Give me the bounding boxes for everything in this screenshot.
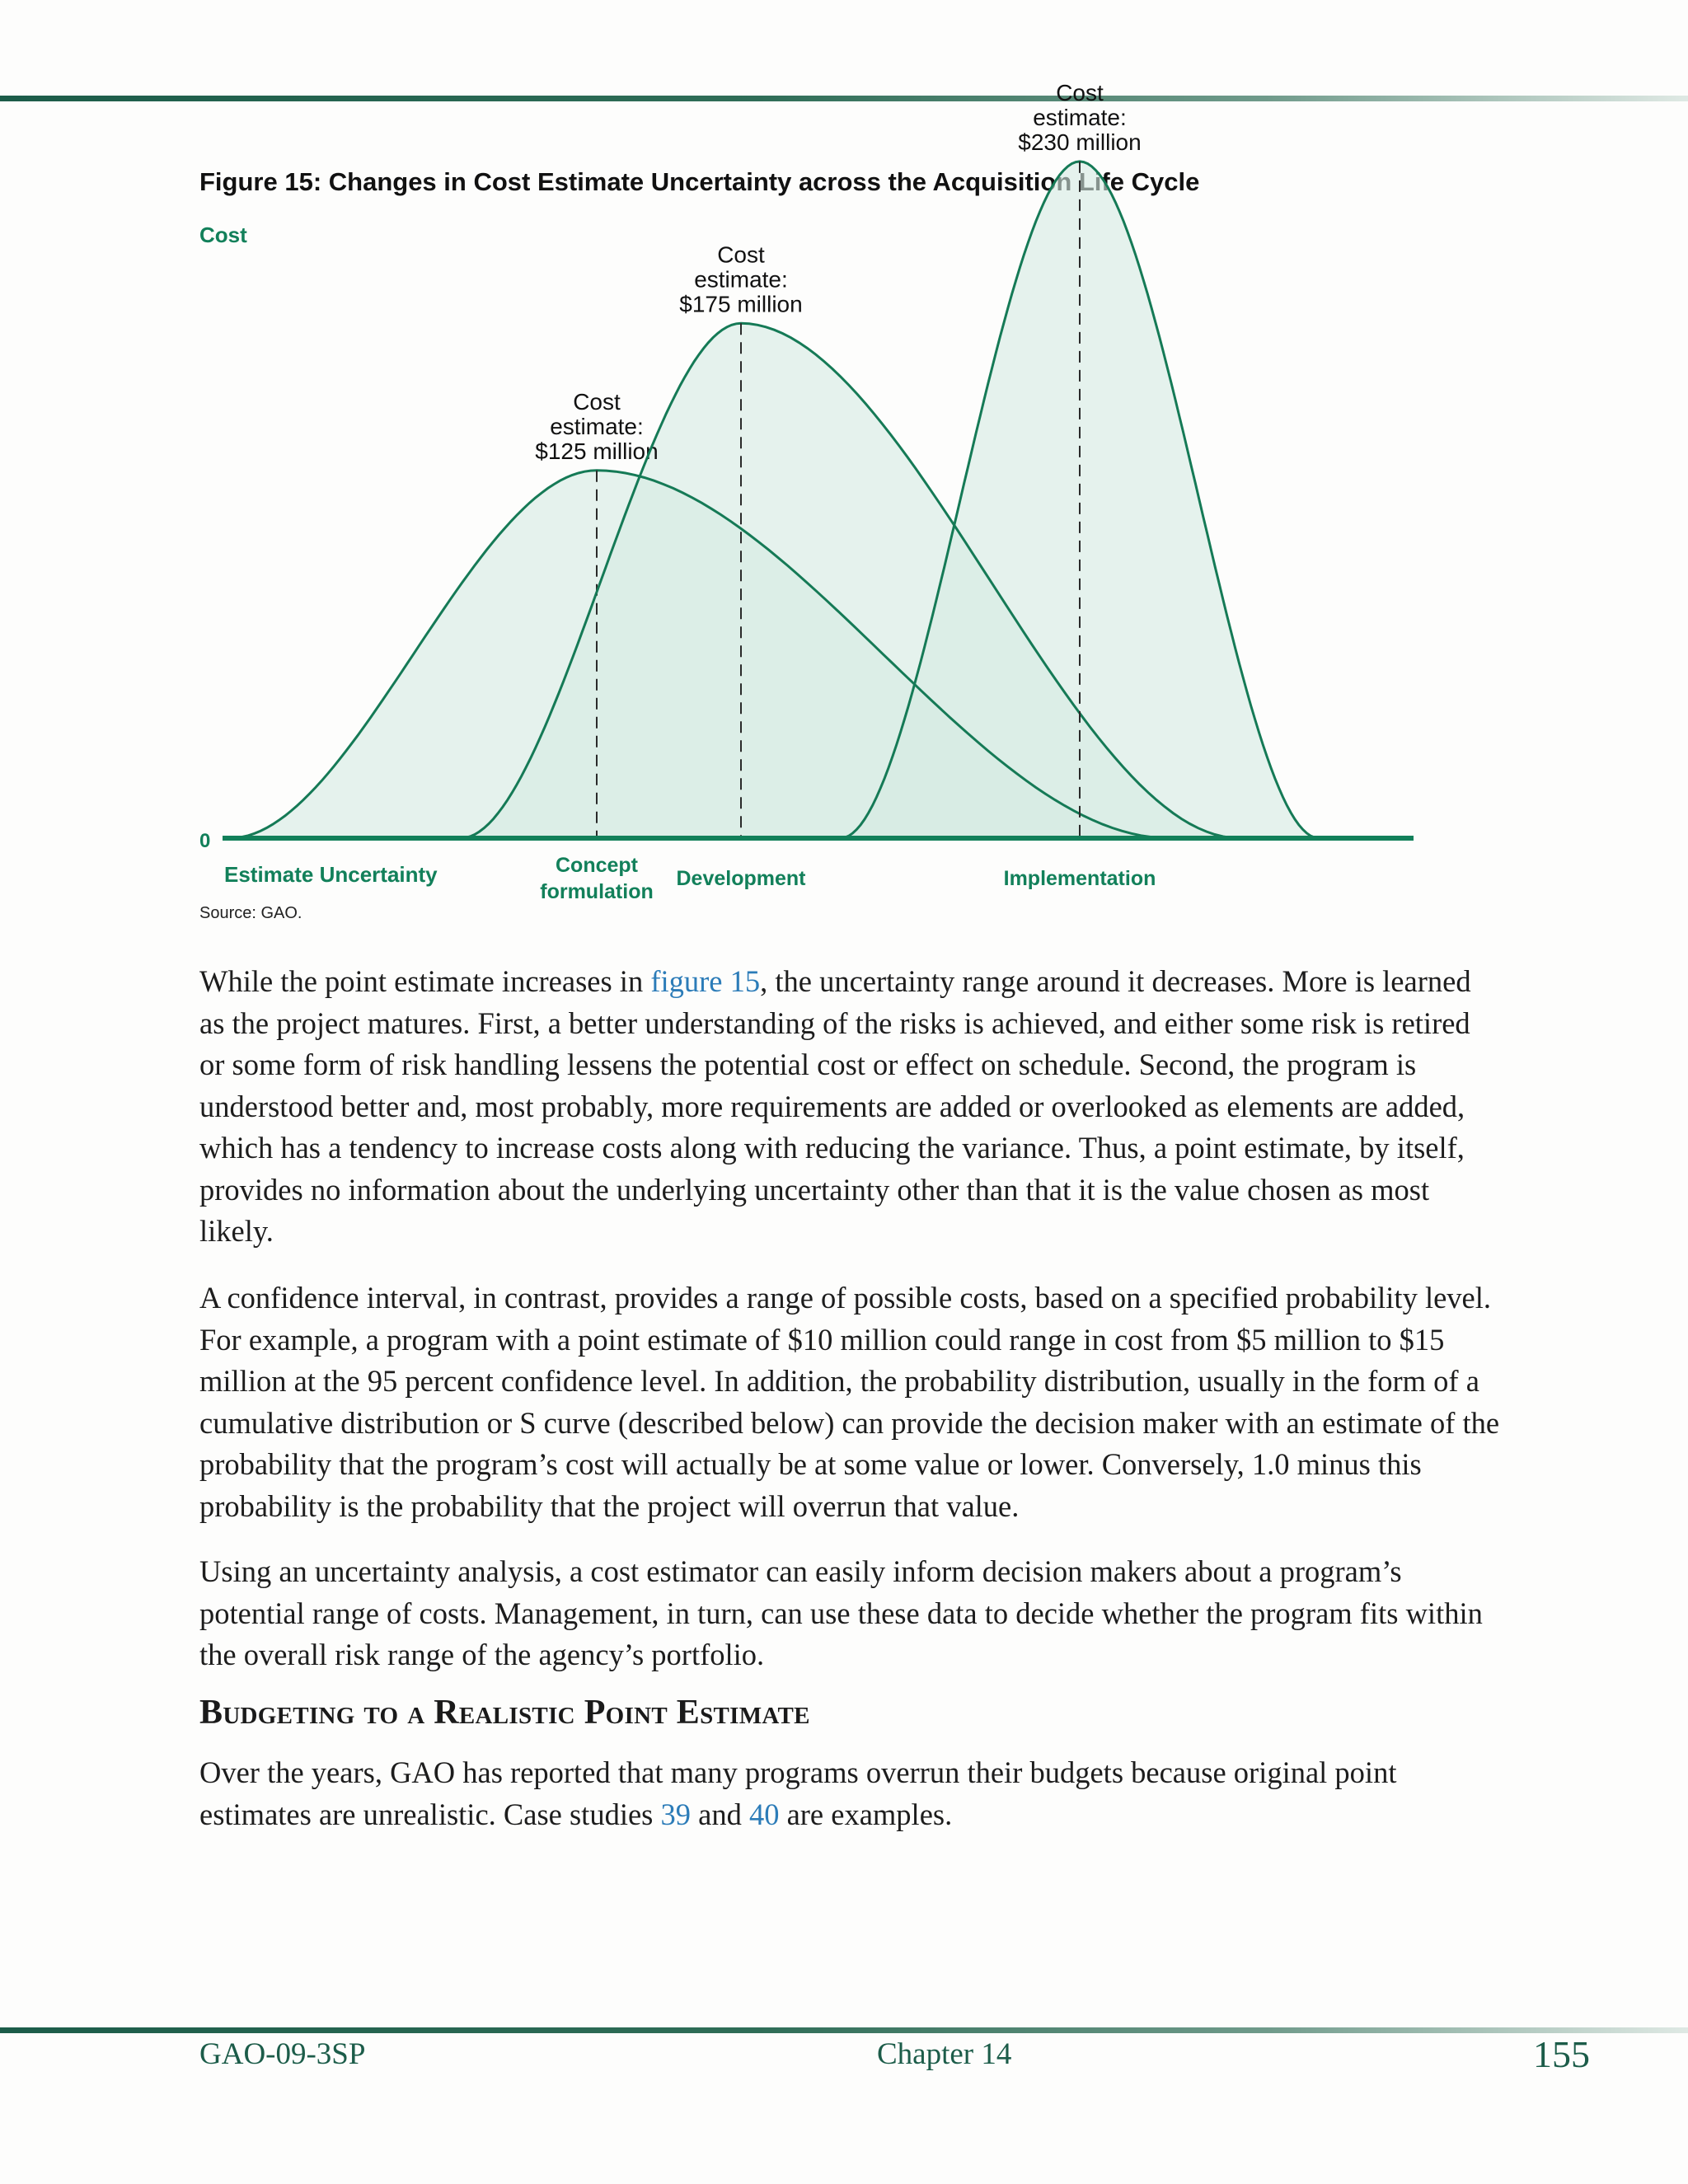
estimate-label-2-line-1: Cost <box>717 241 765 268</box>
estimate-label-1-line-3: $125 million <box>535 438 659 464</box>
paragraph-2 <box>199 1277 1502 1527</box>
p1-text-after: , the uncertainty range around it decreases. More is learned as the project matures. First, a better understanding of the risks is achieved, and either some risk is retired or some form of risk handling lessens the potential cost or effect on schedule. Second, the program is understood better and, most probably, more requirements are added or overlooked as elements are added, which has a tendency to increase costs along with reducing the variance. Thus, a point estimate, by itself, provides no information about the underlying uncertainty other than that it is the value chosen as most likely. <box>199 964 1471 1248</box>
estimate-label-2-line-2: estimate: <box>694 266 788 293</box>
y-axis-label: Cost <box>199 223 247 247</box>
bottom-rule <box>0 2027 1688 2033</box>
y-zero-label: 0 <box>199 830 211 852</box>
paragraph-4 <box>199 1752 1502 1835</box>
case-study-39-link[interactable]: 39 <box>660 1797 691 1831</box>
estimate-label-3-line-2: estimate: <box>1033 104 1127 130</box>
x-axis-label: Estimate Uncertainty <box>224 862 438 887</box>
p4-text-after: are examples. <box>779 1797 953 1831</box>
p4-text-before: Over the years, GAO has reported that many programs overrun their budgets because original point estimates are unrealistic. Case studies <box>199 1755 1397 1831</box>
paragraph-1 <box>199 961 1502 1253</box>
p2-text: A confidence interval, in contrast, provides a range of possible costs, based on a specified probability level. For example, a program with a point estimate of $10 million could range in cost from $5 million to $15 million at the 95 percent confidence level. In addition, the probability distribution, usually in the form of a cumulative distribution or S curve (described below) can provide the decision maker with an estimate of the probability that the program’s cost will actually be at some value or lower. Conversely, 1.0 minus this probability is the probability that the project will overrun that value. <box>199 1281 1500 1523</box>
page-number: 155 <box>1533 2033 1590 2075</box>
section-heading: Budgeting to a Realistic Point Estimate <box>199 1694 810 1732</box>
estimate-label-3-line-3: $230 million <box>1018 129 1142 155</box>
figure-title: Figure 15: Changes in Cost Estimate Uncertainty across the Acquisition Life Cycle <box>199 167 1200 196</box>
estimate-label-1-line-2: estimate: <box>550 413 644 439</box>
figure-source: Source: GAO. <box>199 904 302 922</box>
p1-text-before: While the point estimate increases in <box>199 964 651 998</box>
estimate-label-2-line-3: $175 million <box>679 291 803 317</box>
footer-chapter: Chapter 14 <box>877 2037 1012 2071</box>
figure-15-link[interactable]: figure 15 <box>650 964 761 998</box>
p4-text-mid: and <box>691 1797 749 1831</box>
category-label-3: Implementation <box>1003 867 1156 890</box>
case-study-40-link[interactable]: 40 <box>748 1797 780 1831</box>
paragraph-3 <box>199 1551 1502 1676</box>
category-label-1-line-1: Concept <box>556 854 638 877</box>
uncertainty-chart <box>0 0 1688 931</box>
estimate-label-3-line-1: Cost <box>1056 79 1104 105</box>
estimate-label-1-line-1: Cost <box>573 388 621 415</box>
category-label-2: Development <box>676 867 806 890</box>
footer-report-id: GAO-09-3SP <box>199 2037 366 2071</box>
p3-text: Using an uncertainty analysis, a cost estimator can easily inform decision makers about a program’s potential range of costs. Management, in turn, can use these data to decide whether the program fits within the overall risk range of the agency’s portfolio. <box>199 1554 1483 1671</box>
category-label-1-line-2: formulation <box>540 880 654 903</box>
